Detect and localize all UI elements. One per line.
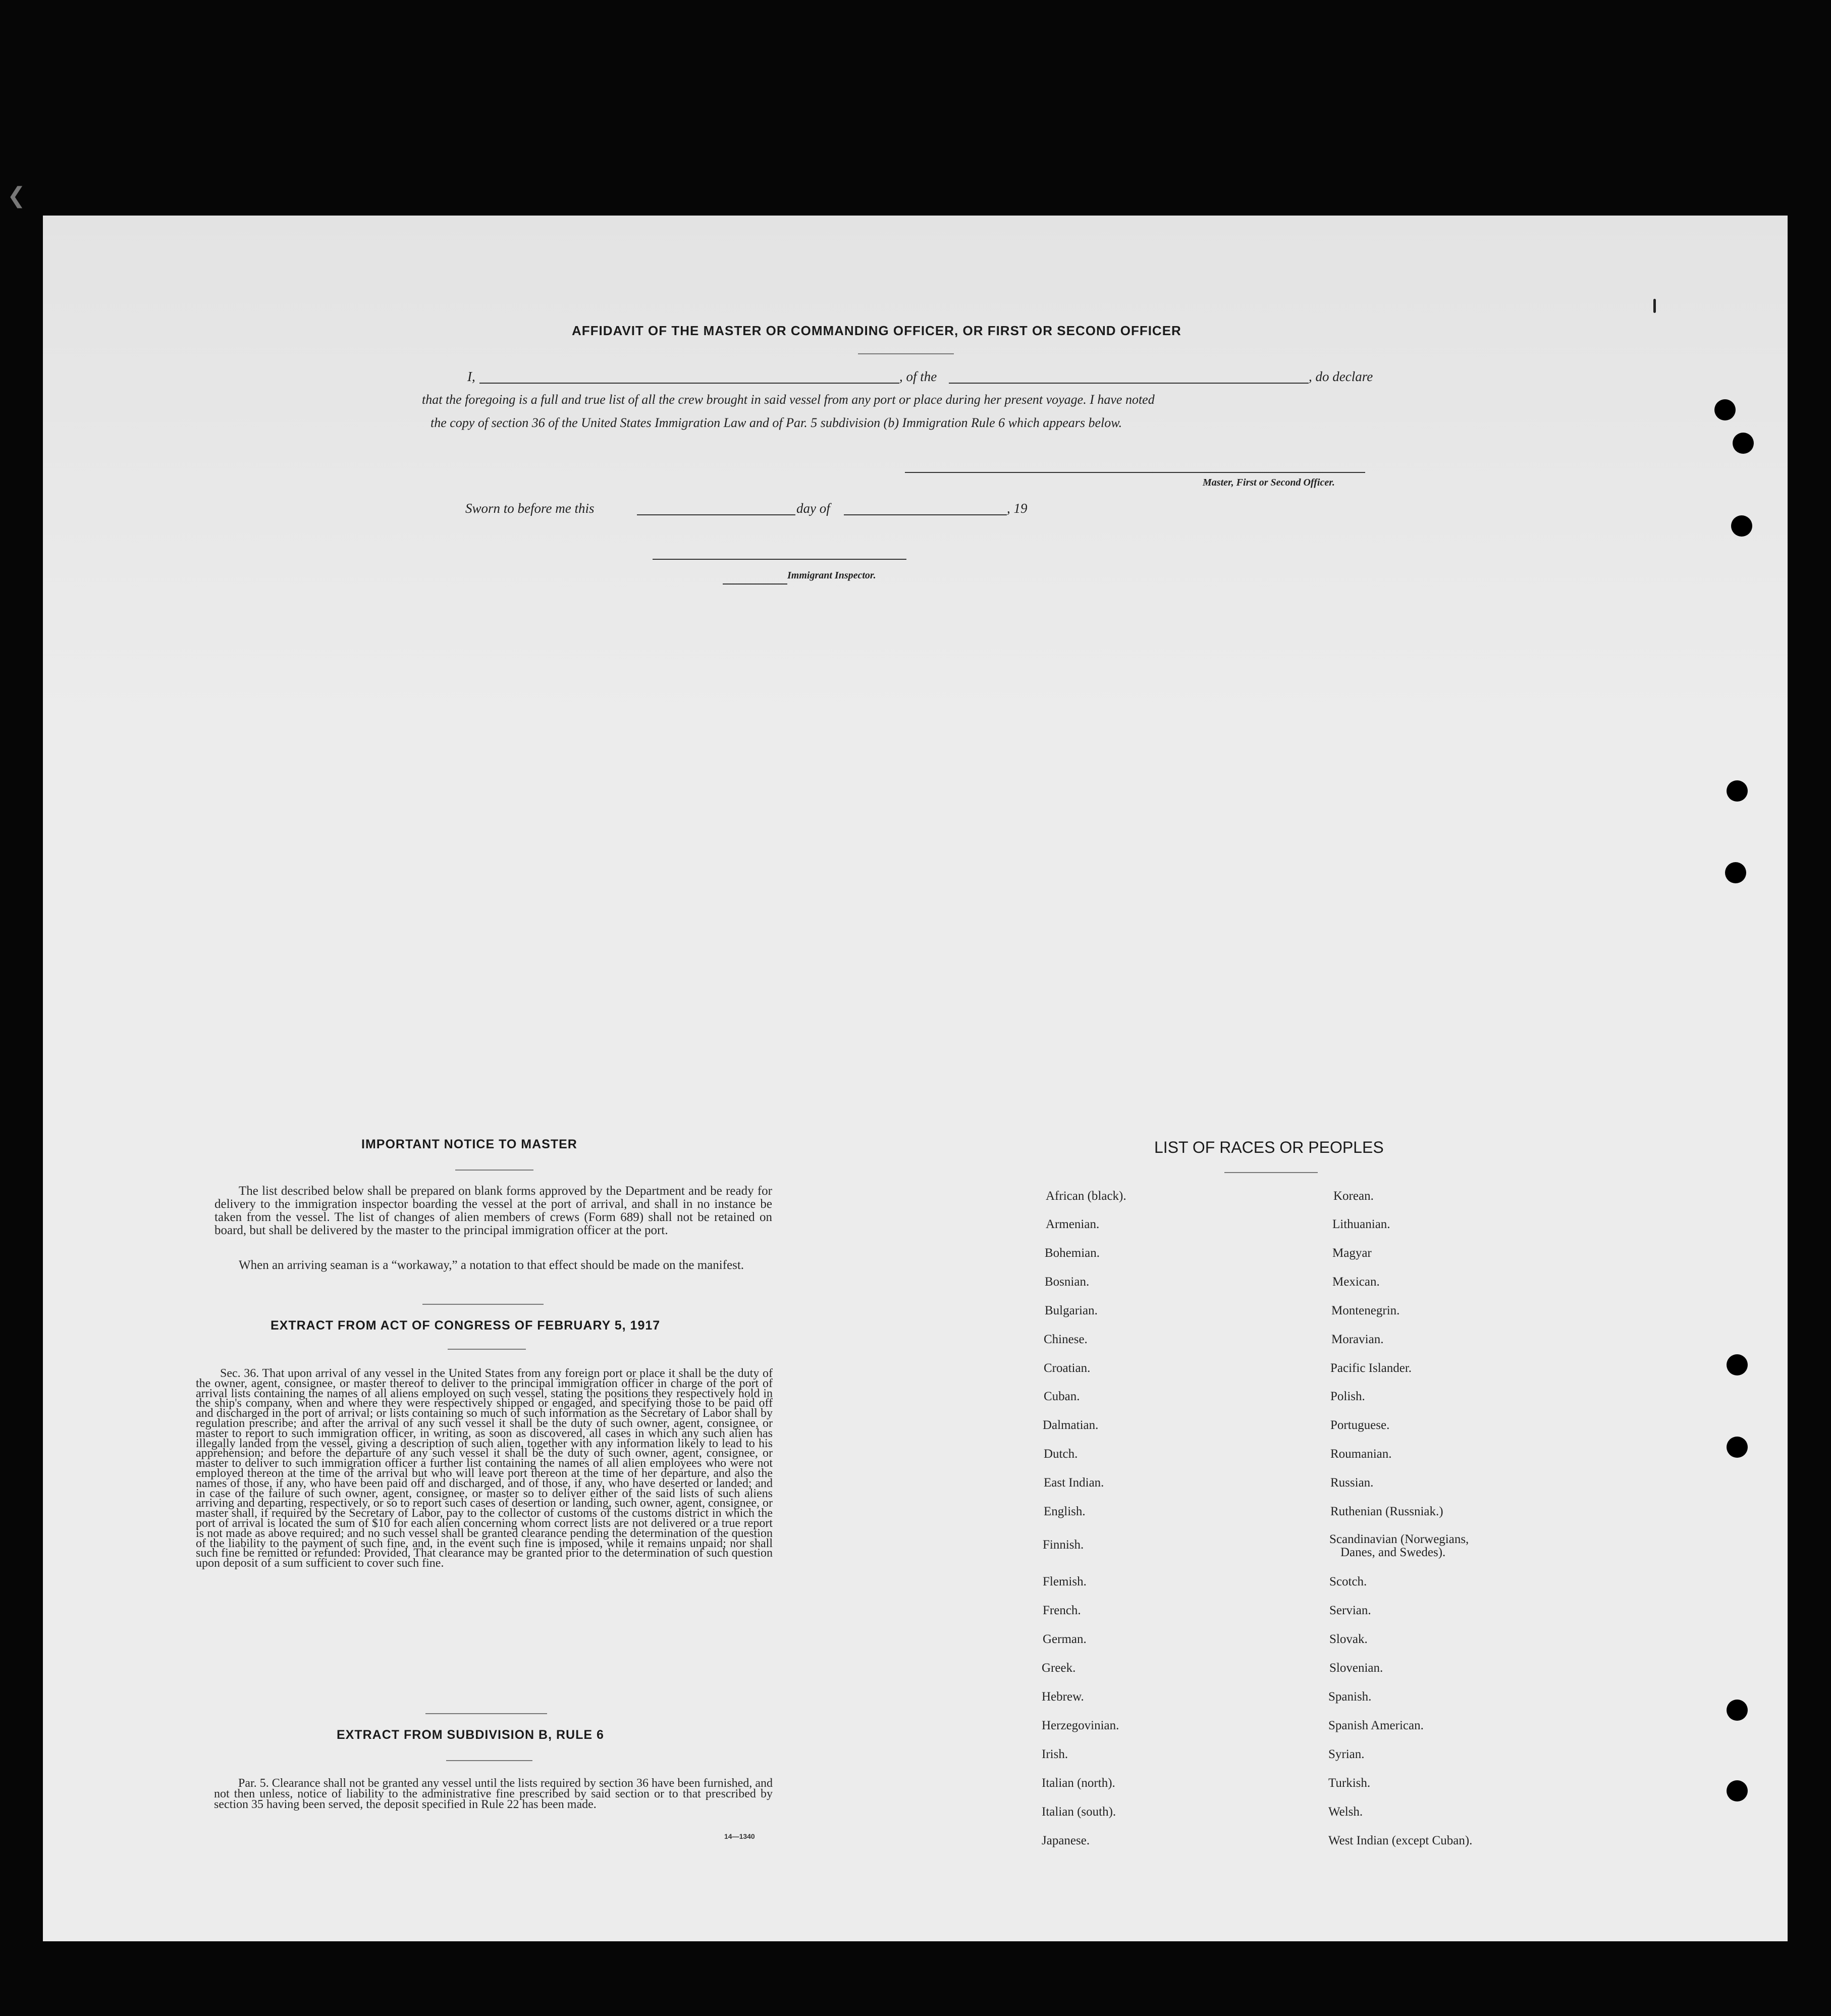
race-item: Korean. [1333,1189,1374,1203]
rule-extract-title: EXTRACT FROM SUBDIVISION B, RULE 6 [337,1728,604,1742]
notice-paragraph-2: When an arriving seaman is a “workaway,” a notation to that effect should be made on the manifest. [239,1258,744,1272]
act-section-36-text: Sec. 36. That upon arrival of any vessel in the United States from any foreign port or place it shall be the duty of the owner, agent, consignee, or master thereof to deliver to the principal immigration officer in charge of the port of arrival lists containing the names of all aliens employed on such vessel, stating the positions they respectively hold in the ship's company, when and where they were respectively shipped or engaged, and specifying those to be paid off and discharged in the port of arrival; or lists containing so much of such information as the Secretary of Labor shall by regulation prescribe; and after the arrival of any such vessel it shall be the duty of such owner, agent, consignee, or master to report to such immigration officer, in writing, as soon as discovered, all cases in which any such alien has illegally landed from the vessel, giving a description of such alien, together with any information likely to lead to his apprehension; and before the departure of any such vessel it shall be the duty of such owner, agent, consignee, or master to deliver to such immigration officer a further list containing the names of all alien employees who were not employed thereon at the time of the arrival but who will leave port thereon at the time of her departure, and also the names of those, if any, who have been paid off and discharged, and of those, if any, who have deserted or landed; and in case of the failure of such owner, agent, consignee, or master so to deliver either of the said lists of such aliens arriving and departing, respectively, or so to report such cases of desertion or landing, such owner, agent, consignee, or master shall, if required by the Secretary of Labor, pay to the collector of customs of the customs district in which the port of arrival is located the sum of $10 for each alien concerning whom correct lists are not delivered or a true report is not made as above required; and no such vessel shall be granted clearance pending the determination of the question of the liability to the payment of such fine, and, in the event such fine is imposed, while it remains unpaid; nor shall such fine be remitted or refunded: Provided, That clearance may be granted prior to the determination of such question upon deposit of a sum sufficient to cover such fine. [196,1367,773,1570]
race-item-continuation: Danes, and Swedes). [1340,1546,1446,1559]
race-item: Ruthenian (Russniak.) [1330,1505,1443,1518]
race-item: Scotch. [1329,1575,1367,1588]
race-item: Mexican. [1332,1275,1380,1289]
act-divider [425,1713,547,1714]
race-item: French. [1043,1604,1081,1617]
race-item: Syrian. [1328,1747,1365,1761]
race-item: Magyar [1332,1246,1372,1260]
notice-title: IMPORTANT NOTICE TO MASTER [361,1137,577,1151]
act-extract-title-rule [448,1349,526,1350]
race-item: Greek. [1042,1661,1076,1675]
race-item: Cuban. [1044,1390,1080,1403]
race-item: Spanish. [1328,1690,1372,1704]
races-title: LIST OF RACES OR PEOPLES [1154,1138,1384,1156]
race-item: Croatian. [1044,1361,1091,1375]
race-item: Polish. [1330,1390,1365,1403]
affidavit-title: AFFIDAVIT OF THE MASTER OR COMMANDING OFFICER, OR FIRST OR SECOND OFFICER [572,323,1181,338]
punch-hole [1714,399,1736,420]
race-item: Portuguese. [1330,1418,1390,1432]
race-item: English. [1044,1505,1086,1518]
sworn-day-of: day of [796,501,830,516]
race-item: Roumanian. [1330,1447,1392,1461]
race-item: Dutch. [1044,1447,1078,1461]
race-item: Bohemian. [1045,1246,1100,1260]
inspector-short-line [723,583,787,585]
race-item: Irish. [1042,1747,1068,1761]
rule-par-5-text: Par. 5. Clearance shall not be granted any vessel until the lists required by section 36 have been furnished, and not then unless, notice of liability to the administrative fine prescribed by said section or to that prescribed by section 35 having been served, the deposit specified in Rule 22 has been made. [214,1777,773,1811]
sworn-day-line [637,514,795,515]
sworn-year: , 19 [1007,501,1028,516]
race-item: Slovenian. [1329,1661,1383,1675]
punch-hole [1725,862,1746,883]
race-item: Italian (north). [1042,1776,1115,1790]
race-item: Turkish. [1328,1776,1371,1790]
race-item: Bulgarian. [1045,1304,1098,1317]
sworn-month-line [844,514,1007,515]
race-item: Pacific Islander. [1330,1361,1412,1375]
notice-divider [422,1304,544,1305]
races-title-rule [1224,1172,1318,1173]
race-item: Dalmatian. [1043,1418,1099,1432]
race-item: Herzegovinian. [1042,1719,1119,1732]
race-item: Flemish. [1043,1575,1087,1588]
officer-signature-label: Master, First or Second Officer. [1203,477,1335,488]
race-item: Hebrew. [1042,1690,1084,1704]
race-item: East Indian. [1044,1476,1104,1490]
race-item: Russian. [1330,1476,1374,1490]
race-item: Japanese. [1042,1834,1090,1847]
race-item: Italian (south). [1042,1805,1116,1819]
race-item: Welsh. [1328,1805,1363,1819]
race-item: Bosnian. [1045,1275,1090,1289]
race-item: Spanish American. [1328,1719,1424,1732]
affidavit-title-rule [858,353,954,354]
act-extract-title: EXTRACT FROM ACT OF CONGRESS OF FEBRUARY 5, 1917 [271,1318,661,1333]
punch-hole [1727,1437,1748,1458]
race-item: Montenegrin. [1331,1304,1400,1317]
sworn-prefix: Sworn to before me this [465,501,595,516]
race-item: Finnish. [1043,1538,1084,1552]
punch-hole [1727,1780,1748,1801]
notice-paragraph-1: The list described below shall be prepared on blank forms approved by the Department and be ready for delivery to the immigration inspector boarding the vessel at the port of arrival, and shall in no instance be taken from the vessel. The list of changes of alien members of crews (Form 689) shall not be retained on board, but shall be delivered by the master to the principal immigration officer at the port. [214,1184,772,1237]
race-item: Armenian. [1046,1217,1100,1231]
race-item: West Indian (except Cuban). [1328,1834,1473,1847]
race-item: Moravian. [1331,1333,1384,1346]
notice-title-rule [455,1170,533,1171]
race-item: Chinese. [1044,1333,1088,1346]
race-item: German. [1043,1632,1087,1646]
declarant-prefix: I, [467,369,475,384]
vessel-name-line [949,383,1309,384]
punch-hole [1731,515,1752,537]
do-declare-label: , do declare [1309,369,1373,384]
ink-mark [1653,299,1656,313]
race-item: Scandinavian (Norwegians, [1329,1532,1469,1546]
declaration-line-3: the copy of section 36 of the United States Immigration Law and of Par. 5 subdivision (b) Immigration Rule 6 which appears below. [430,415,1122,430]
punch-hole [1727,780,1748,802]
declarant-name-line [479,383,899,384]
inspector-signature-line [653,559,906,560]
declaration-line-2: that the foregoing is a full and true list of all the crew brought in said vessel from any port or place during her present voyage. I have noted [422,392,1155,407]
document-page [43,216,1788,1941]
race-item: African (black). [1046,1189,1126,1203]
inspector-label: Immigrant Inspector. [787,570,876,581]
race-item: Lithuanian. [1332,1217,1390,1231]
film-edge-mark: ❮ [7,183,26,208]
race-item: Slovak. [1329,1632,1368,1646]
punch-hole [1727,1700,1748,1721]
punch-hole [1733,433,1754,454]
rule-extract-title-rule [446,1760,532,1761]
officer-signature-line [905,472,1365,473]
form-number: 14—1340 [724,1832,755,1840]
punch-hole [1727,1354,1748,1375]
race-item: Servian. [1329,1604,1371,1617]
of-the-label: , of the [899,369,937,384]
